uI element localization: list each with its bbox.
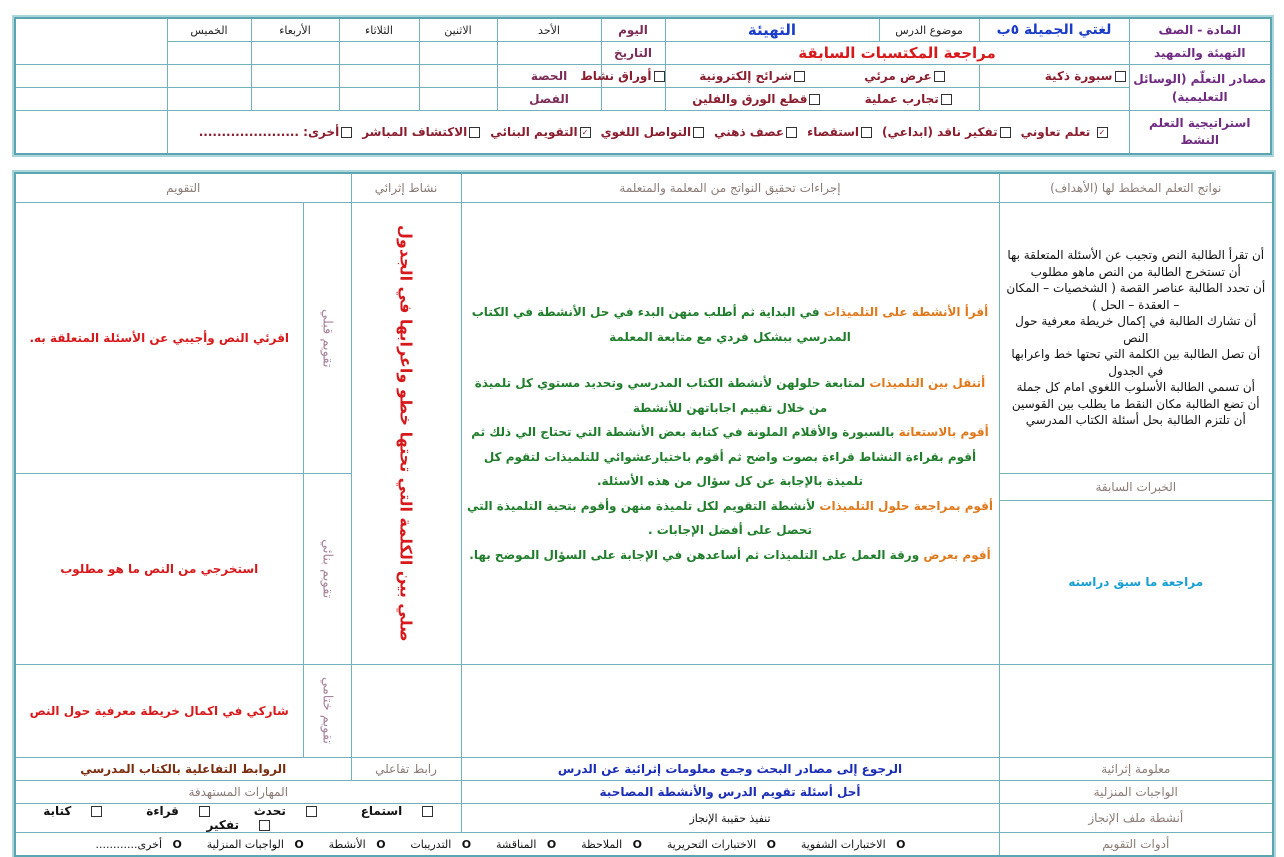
procedure-body: لمتابعة حلولهن لأنشطة الكتاب المدرسي وتحديد مستوي كل تلميذة من خلال تقييم اجاباتهن للأنشطة xyxy=(474,376,870,415)
source-item[interactable] xyxy=(979,65,1129,88)
checkbox-icon xyxy=(1000,127,1011,138)
cell xyxy=(251,42,339,65)
tool-item[interactable] xyxy=(794,838,906,851)
procedure-highlight: أتنقل بين التلميذات xyxy=(869,376,986,390)
checkbox-icon xyxy=(809,94,820,105)
strategy-item[interactable] xyxy=(1021,125,1108,139)
cell xyxy=(999,665,1273,758)
tool-item[interactable] xyxy=(200,838,304,851)
eval-label-cell xyxy=(303,203,351,474)
source-item[interactable] xyxy=(580,65,665,88)
source-label: شرائح إلكترونية xyxy=(699,69,793,83)
skills-label: المهارات المستهدفة xyxy=(15,781,461,804)
procedure-body: في البداية ثم أطلب منهن البدء في حل الأنشطة في الكتاب المدرسي ببشكل فردي مع متابعة المعلمة xyxy=(471,305,851,344)
tool-label: الواجبات المنزلية xyxy=(206,838,284,851)
eval-label-cell xyxy=(303,474,351,665)
skill-label: قراءة xyxy=(146,804,179,818)
radio-icon: O xyxy=(632,838,643,851)
checkbox-icon xyxy=(306,806,317,817)
subject-value: لغتي الجميلة ٥ب xyxy=(979,18,1129,42)
procedure-body: بالسبورة والأقلام الملونة في كتابة بعض الأنشطة التي تحتاج الي ذلك ثم أقوم بقراءة النشاط قراءة بصوت واضح ثم أقوم باختيارعشوائي للتلميذات لتقوم كل تلميذة بالإجابة عن كل سؤال من هذه الأسئلة. xyxy=(471,425,977,488)
portfolio-value: تنفيذ حقيبة الإنجاز xyxy=(461,804,999,833)
objective-item: أن تشارك الطالبة في إكمال خريطة معرفية حول النص xyxy=(1015,314,1257,345)
radio-icon: O xyxy=(896,838,906,851)
eval-header: التقويم xyxy=(15,173,351,203)
objectives-header: نواتج التعلم المخطط لها (الأهداف) xyxy=(999,173,1273,203)
strategy-item[interactable] xyxy=(199,125,353,139)
source-item[interactable] xyxy=(665,88,979,111)
cell xyxy=(167,42,251,65)
checkbox-icon xyxy=(861,127,872,138)
cell xyxy=(339,42,419,65)
tool-label: التدريبات xyxy=(410,838,452,851)
eval-value: شاركي في اكمال خريطة معرفية حول النص xyxy=(15,665,303,758)
strategy-label: استقصاء xyxy=(807,125,860,139)
source-item[interactable] xyxy=(665,65,979,88)
cell xyxy=(167,88,251,111)
day-sunday: الأحد xyxy=(497,18,601,42)
intro-value: مراجعة المكتسبات السابقة xyxy=(665,42,1129,65)
tool-item[interactable] xyxy=(322,838,386,851)
radio-icon: O xyxy=(461,838,472,851)
strategy-label: عصف ذهني xyxy=(714,125,785,139)
skill-item[interactable] xyxy=(197,818,280,832)
tool-item[interactable] xyxy=(403,838,471,851)
cell xyxy=(419,42,497,65)
tool-label: الأنشطة xyxy=(328,838,366,851)
tool-item[interactable] xyxy=(660,838,776,851)
tool-item[interactable] xyxy=(489,838,556,851)
portfolio-label: أنشطة ملف الإنجاز xyxy=(999,804,1273,833)
checkbox-icon xyxy=(1115,71,1126,82)
eval-label: تقويم بنائي xyxy=(319,539,335,599)
tool-label: الاختبارات التحريرية xyxy=(666,838,757,851)
cell xyxy=(251,88,339,111)
tool-item[interactable] xyxy=(89,838,182,851)
eval-label-cell xyxy=(303,665,351,758)
radio-icon: O xyxy=(172,838,182,851)
objective-item: أن تستخرج الطالبة من النص ماهو مطلوب xyxy=(1030,264,1241,279)
homework-label: الواجبات المنزلية xyxy=(999,781,1273,804)
radio-icon: O xyxy=(546,838,557,851)
day-tuesday: الثلاثاء xyxy=(339,18,419,42)
strategy-label: الاكتشاف المباشر xyxy=(362,125,468,139)
tool-label: المناقشة xyxy=(495,838,537,851)
procedures-header: إجراءات تحقيق النواتج من المعلمة والمتعلمة xyxy=(461,173,999,203)
day-label: اليوم xyxy=(601,18,665,42)
procedure-4 xyxy=(465,494,996,543)
cell xyxy=(419,65,497,88)
procedure-highlight: أقرأ الأنشطة على التلميذات xyxy=(823,305,989,319)
enrich-info-value: الرجوع إلى مصادر البحث وجمع معلومات إثرائية عن الدرس xyxy=(461,758,999,781)
checkbox-icon xyxy=(654,71,665,82)
source-label: تجارب عملية xyxy=(864,92,939,106)
tool-label: أخرى............ xyxy=(95,838,162,851)
date-label: التاريخ xyxy=(601,42,665,65)
prev-value: مراجعة ما سبق دراسته xyxy=(999,500,1273,664)
checkbox-icon xyxy=(422,806,433,817)
cell xyxy=(167,65,251,88)
objective-item: أن تصل الطالبة بين الكلمة التي تحتها خط واعرابها في الجدول xyxy=(1011,347,1261,378)
cell xyxy=(461,665,999,758)
skill-label: كتابة xyxy=(43,804,72,818)
procedures-text xyxy=(461,203,999,665)
procedure-body: ورقة العمل على التلميذات ثم أساعدهن في الإجابة على السؤال الموضح بها. xyxy=(469,547,924,562)
skill-label: استماع xyxy=(360,804,403,818)
eval-label: تقويم ختامي xyxy=(319,677,335,745)
prev-header: الخبرات السابقة xyxy=(999,474,1273,501)
day-thursday: الخميس xyxy=(167,18,251,42)
objectives-list xyxy=(999,203,1273,474)
strategy-item[interactable] xyxy=(882,125,1011,139)
strategies-label: استراتيجية التعلم النشط xyxy=(1129,111,1271,155)
source-label: سبورة ذكية xyxy=(1044,69,1113,83)
link-value: الروابط التفاعلية بالكتاب المدرسي xyxy=(15,758,351,781)
cell xyxy=(15,88,167,111)
tools-label: أدوات التقويم xyxy=(999,833,1273,857)
enrich-header: نشاط إثرائي xyxy=(351,173,461,203)
class-label: الفصل xyxy=(497,88,601,111)
checkbox-icon xyxy=(786,127,797,138)
procedure-2 xyxy=(465,371,996,420)
lesson-header-table xyxy=(14,17,1272,155)
strategy-item[interactable] xyxy=(362,125,480,139)
radio-icon: O xyxy=(376,838,386,851)
checkbox-icon xyxy=(199,806,210,817)
procedure-3 xyxy=(465,420,996,494)
strategy-label: تعلم تعاوني xyxy=(1020,125,1091,139)
day-monday: الاثنين xyxy=(419,18,497,42)
enrich-info-label: معلومة إثرائية xyxy=(999,758,1273,781)
lesson-value: التهيئة xyxy=(665,18,879,42)
checkbox-icon xyxy=(693,127,704,138)
checkbox-icon xyxy=(259,820,270,831)
lesson-label: موضوع الدرس xyxy=(879,18,979,42)
cell xyxy=(339,88,419,111)
skills-list xyxy=(15,804,461,833)
cell xyxy=(979,88,1129,111)
source-label: قطع الورق والفلين xyxy=(692,92,808,106)
strategy-label: تفكير ناقد (ابداعي) xyxy=(882,125,998,139)
checkbox-icon xyxy=(469,127,480,138)
strategy-label: أخرى: ...................... xyxy=(198,125,340,139)
strategy-label: التواصل اللغوي xyxy=(600,125,692,139)
eval-value: استخرجي من النص ما هو مطلوب xyxy=(15,474,303,665)
checkbox-checked-icon: ✓ xyxy=(580,127,591,138)
intro-label: التهيئة والتمهيد xyxy=(1129,42,1271,65)
cell xyxy=(351,665,461,758)
cell xyxy=(601,88,665,111)
strategy-item[interactable] xyxy=(714,125,797,139)
checkbox-checked-icon: ✓ xyxy=(1097,127,1108,138)
link-label: رابط تفاعلي xyxy=(351,758,461,781)
skill-item[interactable] xyxy=(136,804,220,818)
checkbox-icon xyxy=(91,806,102,817)
source-label: عرض مرئي xyxy=(864,69,932,83)
cell xyxy=(251,65,339,88)
strategies-cell xyxy=(167,111,1129,155)
source-label: أوراق نشاط xyxy=(580,69,652,83)
strategy-item[interactable] xyxy=(807,125,872,139)
skill-item[interactable] xyxy=(244,804,327,818)
strategy-label: التقويم البنائي xyxy=(490,125,578,139)
checkbox-icon xyxy=(794,71,805,82)
enrich-cell xyxy=(351,203,461,665)
homework-value: أحل أسئلة تقويم الدرس والأنشطة المصاحبة xyxy=(461,781,999,804)
strategy-item[interactable] xyxy=(490,125,590,139)
strategy-item[interactable] xyxy=(601,125,704,139)
skill-item[interactable] xyxy=(33,804,112,818)
skill-label: تحدث xyxy=(253,804,286,818)
eval-value: اقرئي النص وأجيبي عن الأسئلة المتعلقة به. xyxy=(15,203,303,474)
checkbox-icon xyxy=(941,94,952,105)
cell xyxy=(497,42,601,65)
subject-label: المادة - الصف xyxy=(1129,18,1271,42)
procedure-body: لأنشطة التقويم لكل تلميذة منهن وأقوم بتحية التلميذة التي تحصل على أفضل الإجابات . xyxy=(466,498,820,537)
cell xyxy=(419,88,497,111)
objective-item: أن تسمي الطالبة الأسلوب اللغوي امام كل جملة xyxy=(1016,380,1255,395)
procedure-highlight: أقوم بالاستعانة xyxy=(898,425,989,439)
skill-label: تفكير xyxy=(206,818,239,832)
tools-list xyxy=(15,833,999,857)
period-label: الحصة xyxy=(497,65,601,88)
lesson-body-table xyxy=(14,172,1274,857)
objective-item: أن تقرأ الطالبة النص وتجيب عن الأسئلة المتعلقة بها xyxy=(1007,248,1265,263)
objective-item: أن تلتزم الطالبة بحل أسئلة الكتاب المدرسي xyxy=(1025,413,1246,428)
radio-icon: O xyxy=(294,838,304,851)
cell xyxy=(15,65,167,88)
checkbox-icon xyxy=(934,71,945,82)
enrich-value: صلي بين الكلمة التي تحتها خطو واعرابها في الجدول xyxy=(396,225,416,642)
objective-item: أن تضع الطالبة مكان النقط ما يطلب بين القوسين xyxy=(1011,396,1260,411)
tool-item[interactable] xyxy=(574,838,642,851)
cell xyxy=(339,65,419,88)
sources-label: مصادر التعلّم (الوسائل التعليمية) xyxy=(1129,65,1271,111)
skill-item[interactable] xyxy=(351,804,444,818)
day-wednesday: الأربعاء xyxy=(251,18,339,42)
procedure-5 xyxy=(465,543,996,568)
tool-label: الملاحظة xyxy=(581,838,623,851)
procedure-highlight: أقوم بمراجعة حلول التلميذات xyxy=(819,498,994,513)
objective-item: أن تحدد الطالبة عناصر القصة ( الشخصيات – المكان – العقدة – الحل ) xyxy=(1006,281,1266,312)
eval-label: تقويم قبلي xyxy=(319,308,335,368)
radio-icon: O xyxy=(766,838,777,851)
procedure-highlight: أقوم بعرض xyxy=(923,547,991,562)
procedure-1 xyxy=(465,300,996,349)
tool-label: الاختبارات الشفوية xyxy=(800,838,886,851)
checkbox-icon xyxy=(341,127,352,138)
